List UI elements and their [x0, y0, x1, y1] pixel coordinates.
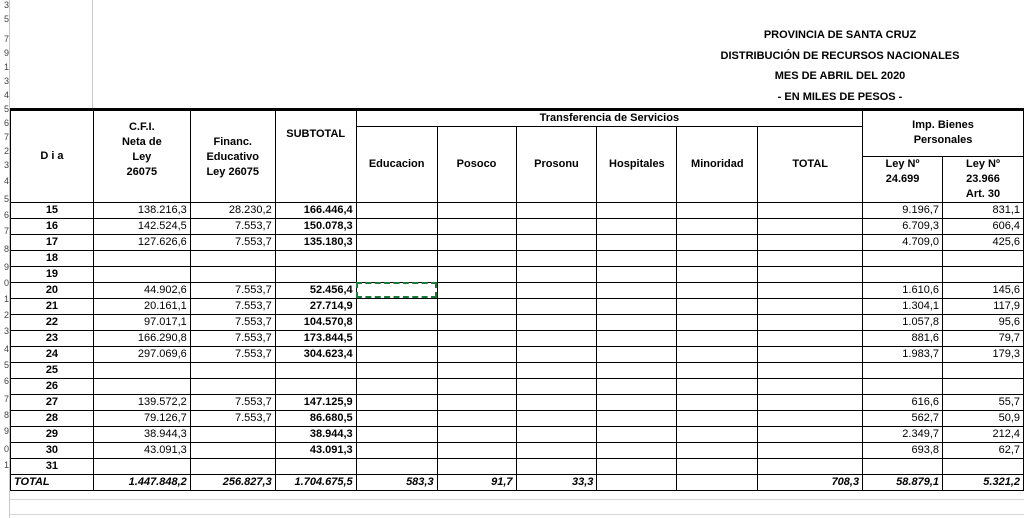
subtotal-cell[interactable]: 304.623,4: [275, 346, 356, 362]
row-number[interactable]: 7: [3, 394, 9, 404]
day-cell[interactable]: 28: [11, 410, 94, 426]
hospitales-cell[interactable]: [597, 330, 677, 346]
ley23966-cell[interactable]: 212,4: [943, 426, 1024, 442]
row-number[interactable]: 8: [3, 410, 9, 420]
transfer-total-cell[interactable]: [758, 378, 863, 394]
educacion-cell[interactable]: [356, 234, 437, 250]
prosonu-cell[interactable]: [516, 426, 597, 442]
subtotal-cell[interactable]: 86.680,5: [275, 410, 356, 426]
ley24699-cell[interactable]: [863, 362, 943, 378]
row-number[interactable]: 1: [3, 294, 9, 304]
financ-cell[interactable]: 7.553,7: [190, 234, 275, 250]
title-units: - EN MILES DE PESOS -: [777, 91, 903, 103]
row-number[interactable]: 4: [3, 176, 9, 186]
ley24699-cell[interactable]: 2.349,7: [863, 426, 943, 442]
table-row: [11, 442, 1024, 458]
totals-label[interactable]: TOTAL: [11, 474, 94, 490]
minoridad-cell[interactable]: [677, 394, 758, 410]
row-number[interactable]: 7: [3, 226, 9, 236]
educacion-cell[interactable]: [356, 298, 437, 314]
prosonu-cell[interactable]: [516, 394, 597, 410]
subtotal-cell[interactable]: [275, 250, 356, 266]
educacion-cell[interactable]: [356, 394, 437, 410]
table-row: [11, 362, 1024, 378]
minoridad-cell[interactable]: [677, 234, 758, 250]
educacion-cell[interactable]: [356, 410, 437, 426]
table-row: [11, 378, 1024, 394]
header-subtotal: SUBTOTAL: [275, 111, 356, 189]
transfer-total-cell[interactable]: [758, 346, 863, 362]
educacion-cell[interactable]: [356, 442, 437, 458]
row-number[interactable]: 6: [3, 376, 9, 386]
minoridad-cell[interactable]: [677, 202, 758, 218]
table-row: [11, 250, 1024, 266]
prosonu-cell[interactable]: [516, 282, 597, 298]
hospitales-cell[interactable]: [597, 458, 677, 474]
minoridad-cell[interactable]: [677, 298, 758, 314]
prosonu-cell[interactable]: [516, 250, 597, 266]
row-number[interactable]: 5: [3, 104, 9, 114]
ley23966-cell[interactable]: 145,6: [943, 282, 1024, 298]
prosonu-cell[interactable]: [516, 362, 597, 378]
minoridad-cell[interactable]: [677, 442, 758, 458]
subtotal-cell[interactable]: 27.714,9: [275, 298, 356, 314]
day-cell[interactable]: 22: [11, 314, 94, 330]
cfi-cell[interactable]: [93, 378, 190, 394]
day-cell[interactable]: 16: [11, 218, 94, 234]
table-row: [11, 234, 1024, 250]
educacion-cell[interactable]: [356, 202, 437, 218]
ley24699-cell[interactable]: 562,7: [863, 410, 943, 426]
table-row: [11, 202, 1024, 218]
educacion-cell[interactable]: [356, 218, 437, 234]
prosonu-cell[interactable]: [516, 218, 597, 234]
subtotal-cell[interactable]: 166.446,4: [275, 202, 356, 218]
day-cell[interactable]: 30: [11, 442, 94, 458]
educacion-cell[interactable]: [356, 378, 437, 394]
subtotal-cell[interactable]: 52.456,4: [275, 282, 356, 298]
cfi-cell[interactable]: 79.126,7: [93, 410, 190, 426]
transfer-total-cell[interactable]: [758, 394, 863, 410]
day-cell[interactable]: 29: [11, 426, 94, 442]
table-row: [11, 218, 1024, 234]
prosonu-cell[interactable]: [516, 346, 597, 362]
title-distribution: DISTRIBUCIÓN DE RECURSOS NACIONALES: [720, 50, 960, 62]
financ-cell[interactable]: [190, 378, 275, 394]
cfi-cell[interactable]: 44.902,6: [93, 282, 190, 298]
minoridad-cell[interactable]: [677, 346, 758, 362]
empty-grid-line: [10, 514, 1024, 515]
total-cfi[interactable]: 1.447.848,2: [93, 474, 190, 490]
row-number[interactable]: 9: [3, 262, 9, 272]
subtotal-cell[interactable]: 38.944,3: [275, 426, 356, 442]
ley23966-cell[interactable]: 79,7: [943, 330, 1024, 346]
ley23966-cell[interactable]: [943, 250, 1024, 266]
total-ley23966[interactable]: 5.321,2: [943, 474, 1024, 490]
hospitales-cell[interactable]: [597, 250, 677, 266]
ley24699-cell[interactable]: [863, 378, 943, 394]
header-transferencia: Transferencia de Servicios: [356, 111, 862, 127]
posoco-cell[interactable]: [437, 314, 516, 330]
ley23966-cell[interactable]: 831,1: [943, 202, 1024, 218]
cfi-cell[interactable]: 38.944,3: [93, 426, 190, 442]
financ-cell[interactable]: 7.553,7: [190, 314, 275, 330]
day-cell[interactable]: 19: [11, 266, 94, 282]
hospitales-cell[interactable]: [597, 298, 677, 314]
hospitales-cell[interactable]: [597, 314, 677, 330]
financ-cell[interactable]: 7.553,7: [190, 282, 275, 298]
subtotal-cell[interactable]: [275, 362, 356, 378]
subtotal-cell[interactable]: [275, 378, 356, 394]
hospitales-cell[interactable]: [597, 218, 677, 234]
transfer-total-cell[interactable]: [758, 442, 863, 458]
posoco-cell[interactable]: [437, 266, 516, 282]
day-cell[interactable]: 15: [11, 202, 94, 218]
subtotal-cell[interactable]: 173.844,5: [275, 330, 356, 346]
ley24699-cell[interactable]: 1.057,8: [863, 314, 943, 330]
hospitales-cell[interactable]: [597, 202, 677, 218]
table-row: [11, 298, 1024, 314]
prosonu-cell[interactable]: [516, 298, 597, 314]
ley24699-cell[interactable]: 1.304,1: [863, 298, 943, 314]
transfer-total-cell[interactable]: [758, 410, 863, 426]
subtotal-cell[interactable]: 43.091,3: [275, 442, 356, 458]
ley24699-cell[interactable]: 4.709,0: [863, 234, 943, 250]
transfer-total-cell[interactable]: [758, 298, 863, 314]
posoco-cell[interactable]: [437, 410, 516, 426]
minoridad-cell[interactable]: [677, 314, 758, 330]
ley23966-cell[interactable]: 425,6: [943, 234, 1024, 250]
prosonu-cell[interactable]: [516, 202, 597, 218]
ley23966-cell[interactable]: 606,4: [943, 218, 1024, 234]
transfer-total-cell[interactable]: [758, 458, 863, 474]
ley24699-cell[interactable]: [863, 250, 943, 266]
cfi-cell[interactable]: [93, 250, 190, 266]
minoridad-cell[interactable]: [677, 378, 758, 394]
financ-cell[interactable]: 7.553,7: [190, 330, 275, 346]
total-ley24699[interactable]: 58.879,1: [863, 474, 943, 490]
row-number[interactable]: 1: [3, 460, 9, 470]
ley23966-cell[interactable]: 95,6: [943, 314, 1024, 330]
total-prosonu[interactable]: 33,3: [516, 474, 597, 490]
table-row: [11, 458, 1024, 474]
row-number[interactable]: 3: [3, 0, 9, 10]
subtotal-cell[interactable]: 135.180,3: [275, 234, 356, 250]
table-row: [11, 426, 1024, 442]
cfi-cell[interactable]: 127.626,6: [93, 234, 190, 250]
ley23966-cell[interactable]: [943, 458, 1024, 474]
financ-cell[interactable]: 28.230,2: [190, 202, 275, 218]
row-number[interactable]: 5: [3, 14, 9, 24]
header-minoridad: Minoridad: [677, 127, 758, 203]
day-cell[interactable]: 18: [11, 250, 94, 266]
empty-grid-line: [10, 499, 1024, 500]
day-cell[interactable]: 17: [11, 234, 94, 250]
prosonu-cell[interactable]: [516, 234, 597, 250]
posoco-cell[interactable]: [437, 394, 516, 410]
posoco-cell[interactable]: [437, 298, 516, 314]
header-dia: D i a: [11, 111, 94, 203]
educacion-cell[interactable]: [356, 314, 437, 330]
table-row: [11, 314, 1024, 330]
total-minoridad[interactable]: [677, 474, 758, 490]
minoridad-cell[interactable]: [677, 330, 758, 346]
row-number[interactable]: 3: [3, 160, 9, 170]
row-header-strip: [0, 0, 10, 518]
transfer-total-cell[interactable]: [758, 314, 863, 330]
posoco-cell[interactable]: [437, 234, 516, 250]
day-cell[interactable]: 27: [11, 394, 94, 410]
transfer-total-cell[interactable]: [758, 202, 863, 218]
ley23966-cell[interactable]: [943, 266, 1024, 282]
total-subtotal[interactable]: 1.704.675,5: [275, 474, 356, 490]
day-cell[interactable]: 21: [11, 298, 94, 314]
transfer-total-cell[interactable]: [758, 362, 863, 378]
educacion-cell[interactable]: [356, 250, 437, 266]
hospitales-cell[interactable]: [597, 362, 677, 378]
posoco-cell[interactable]: [437, 442, 516, 458]
ley23966-cell[interactable]: [943, 378, 1024, 394]
table-row: [11, 282, 1024, 298]
row-number[interactable]: 6: [3, 118, 9, 128]
posoco-cell[interactable]: [437, 250, 516, 266]
row-number[interactable]: 5: [3, 194, 9, 204]
educacion-cell[interactable]: [356, 282, 437, 298]
minoridad-cell[interactable]: [677, 282, 758, 298]
table-row: [11, 266, 1024, 282]
cfi-cell[interactable]: 97.017,1: [93, 314, 190, 330]
posoco-cell[interactable]: [437, 282, 516, 298]
day-cell[interactable]: 24: [11, 346, 94, 362]
header-ley23966: Ley Nº 23.966 Art. 30: [943, 156, 1024, 202]
prosonu-cell[interactable]: [516, 330, 597, 346]
minoridad-cell[interactable]: [677, 250, 758, 266]
educacion-cell[interactable]: [356, 426, 437, 442]
ley24699-cell[interactable]: 693,8: [863, 442, 943, 458]
hospitales-cell[interactable]: [597, 442, 677, 458]
subtotal-cell[interactable]: [275, 458, 356, 474]
transfer-total-cell[interactable]: [758, 266, 863, 282]
total-posoco[interactable]: 91,7: [437, 474, 516, 490]
row-number[interactable]: 3: [3, 326, 9, 336]
subtotal-cell[interactable]: 150.078,3: [275, 218, 356, 234]
day-cell[interactable]: 26: [11, 378, 94, 394]
posoco-cell[interactable]: [437, 218, 516, 234]
subtotal-cell[interactable]: [275, 266, 356, 282]
transfer-total-cell[interactable]: [758, 330, 863, 346]
header-financ: Financ. Educativo Ley 26075: [190, 111, 275, 189]
cfi-cell[interactable]: 139.572,2: [93, 394, 190, 410]
row-number[interactable]: 2: [3, 310, 9, 320]
total-transferencia[interactable]: 708,3: [758, 474, 863, 490]
day-cell[interactable]: 31: [11, 458, 94, 474]
title-month: MES DE ABRIL DEL 2020: [774, 70, 906, 82]
header-total: TOTAL: [758, 127, 863, 203]
row-number[interactable]: 7: [3, 34, 9, 44]
ley24699-cell[interactable]: [863, 266, 943, 282]
financ-cell[interactable]: [190, 442, 275, 458]
educacion-cell[interactable]: [356, 330, 437, 346]
educacion-cell[interactable]: [356, 458, 437, 474]
header-educacion: Educacion: [356, 127, 437, 203]
row-number[interactable]: 9: [3, 48, 9, 58]
table-row: [11, 410, 1024, 426]
minoridad-cell[interactable]: [677, 362, 758, 378]
ley24699-cell[interactable]: 881,6: [863, 330, 943, 346]
cfi-cell[interactable]: 166.290,8: [93, 330, 190, 346]
cfi-cell[interactable]: 142.524,5: [93, 218, 190, 234]
row-number[interactable]: 0: [3, 444, 9, 454]
row-number[interactable]: 2: [3, 146, 9, 156]
financ-cell[interactable]: [190, 426, 275, 442]
minoridad-cell[interactable]: [677, 266, 758, 282]
subtotal-cell[interactable]: 147.125,9: [275, 394, 356, 410]
financ-cell[interactable]: [190, 362, 275, 378]
minoridad-cell[interactable]: [677, 410, 758, 426]
hospitales-cell[interactable]: [597, 346, 677, 362]
prosonu-cell[interactable]: [516, 378, 597, 394]
cfi-cell[interactable]: 297.069,6: [93, 346, 190, 362]
header-prosonu: Prosonu: [516, 127, 597, 203]
hospitales-cell[interactable]: [597, 394, 677, 410]
transfer-total-cell[interactable]: [758, 218, 863, 234]
posoco-cell[interactable]: [437, 202, 516, 218]
ley23966-cell[interactable]: 179,3: [943, 346, 1024, 362]
day-cell[interactable]: 25: [11, 362, 94, 378]
posoco-cell[interactable]: [437, 346, 516, 362]
transfer-total-cell[interactable]: [758, 250, 863, 266]
day-cell[interactable]: 23: [11, 330, 94, 346]
table-row: [11, 394, 1024, 410]
prosonu-cell[interactable]: [516, 266, 597, 282]
row-number[interactable]: 4: [3, 90, 9, 100]
hospitales-cell[interactable]: [597, 282, 677, 298]
cfi-cell[interactable]: [93, 266, 190, 282]
ley24699-cell[interactable]: 1.610,6: [863, 282, 943, 298]
total-financ[interactable]: 256.827,3: [190, 474, 275, 490]
header-hospitales: Hospitales: [597, 127, 677, 203]
minoridad-cell[interactable]: [677, 426, 758, 442]
prosonu-cell[interactable]: [516, 442, 597, 458]
header-posoco: Posoco: [437, 127, 516, 203]
hospitales-cell[interactable]: [597, 234, 677, 250]
financ-cell[interactable]: 7.553,7: [190, 218, 275, 234]
ley23966-cell[interactable]: 117,9: [943, 298, 1024, 314]
day-cell[interactable]: 20: [11, 282, 94, 298]
row-number[interactable]: 8: [3, 244, 9, 254]
cfi-cell[interactable]: [93, 458, 190, 474]
ley24699-cell[interactable]: 9.196,7: [863, 202, 943, 218]
transfer-total-cell[interactable]: [758, 426, 863, 442]
financ-cell[interactable]: [190, 250, 275, 266]
ley24699-cell[interactable]: 1.983,7: [863, 346, 943, 362]
cfi-cell[interactable]: [93, 362, 190, 378]
column-divider: [92, 0, 93, 110]
prosonu-cell[interactable]: [516, 458, 597, 474]
table-row: [11, 330, 1024, 346]
ley24699-cell[interactable]: 616,6: [863, 394, 943, 410]
cfi-cell[interactable]: 43.091,3: [93, 442, 190, 458]
transfer-total-cell[interactable]: [758, 234, 863, 250]
header-imp-bienes: Imp. Bienes Personales: [863, 111, 1024, 157]
posoco-cell[interactable]: [437, 362, 516, 378]
hospitales-cell[interactable]: [597, 410, 677, 426]
cfi-cell[interactable]: 138.216,3: [93, 202, 190, 218]
row-number[interactable]: 1: [3, 62, 9, 72]
total-hospitales[interactable]: [597, 474, 677, 490]
spreadsheet-table: [10, 110, 1024, 491]
financ-cell[interactable]: 7.553,7: [190, 298, 275, 314]
hospitales-cell[interactable]: [597, 378, 677, 394]
row-number[interactable]: 9: [3, 426, 9, 436]
posoco-cell[interactable]: [437, 378, 516, 394]
row-number[interactable]: 4: [3, 344, 9, 354]
row-number[interactable]: 3: [3, 76, 9, 86]
ley24699-cell[interactable]: 6.709,3: [863, 218, 943, 234]
title-province: PROVINCIA DE SANTA CRUZ: [763, 29, 917, 41]
financ-cell[interactable]: 7.553,7: [190, 410, 275, 426]
subtotal-cell[interactable]: 104.570,8: [275, 314, 356, 330]
header-cfi: C.F.I. Neta de Ley 26075: [93, 111, 190, 189]
ley23966-cell[interactable]: 50,9: [943, 410, 1024, 426]
totals-row: [11, 474, 1024, 490]
prosonu-cell[interactable]: [516, 314, 597, 330]
financ-cell[interactable]: 7.553,7: [190, 394, 275, 410]
financ-cell[interactable]: 7.553,7: [190, 346, 275, 362]
total-educacion[interactable]: 583,3: [356, 474, 437, 490]
prosonu-cell[interactable]: [516, 410, 597, 426]
ley24699-cell[interactable]: [863, 458, 943, 474]
cfi-cell[interactable]: 20.161,1: [93, 298, 190, 314]
row-number[interactable]: 6: [3, 210, 9, 220]
table-row: [11, 346, 1024, 362]
posoco-cell[interactable]: [437, 426, 516, 442]
minoridad-cell[interactable]: [677, 458, 758, 474]
educacion-cell[interactable]: [356, 362, 437, 378]
transfer-total-cell[interactable]: [758, 282, 863, 298]
educacion-cell[interactable]: [356, 266, 437, 282]
header-ley24699: Ley Nº 24.699: [863, 156, 943, 202]
row-number[interactable]: 0: [3, 278, 9, 288]
ley23966-cell[interactable]: [943, 362, 1024, 378]
ley23966-cell[interactable]: 55,7: [943, 394, 1024, 410]
row-number[interactable]: 5: [3, 360, 9, 370]
financ-cell[interactable]: [190, 266, 275, 282]
posoco-cell[interactable]: [437, 330, 516, 346]
ley23966-cell[interactable]: 62,7: [943, 442, 1024, 458]
hospitales-cell[interactable]: [597, 426, 677, 442]
minoridad-cell[interactable]: [677, 218, 758, 234]
hospitales-cell[interactable]: [597, 266, 677, 282]
financ-cell[interactable]: [190, 458, 275, 474]
posoco-cell[interactable]: [437, 458, 516, 474]
row-number[interactable]: 7: [3, 132, 9, 142]
educacion-cell[interactable]: [356, 346, 437, 362]
